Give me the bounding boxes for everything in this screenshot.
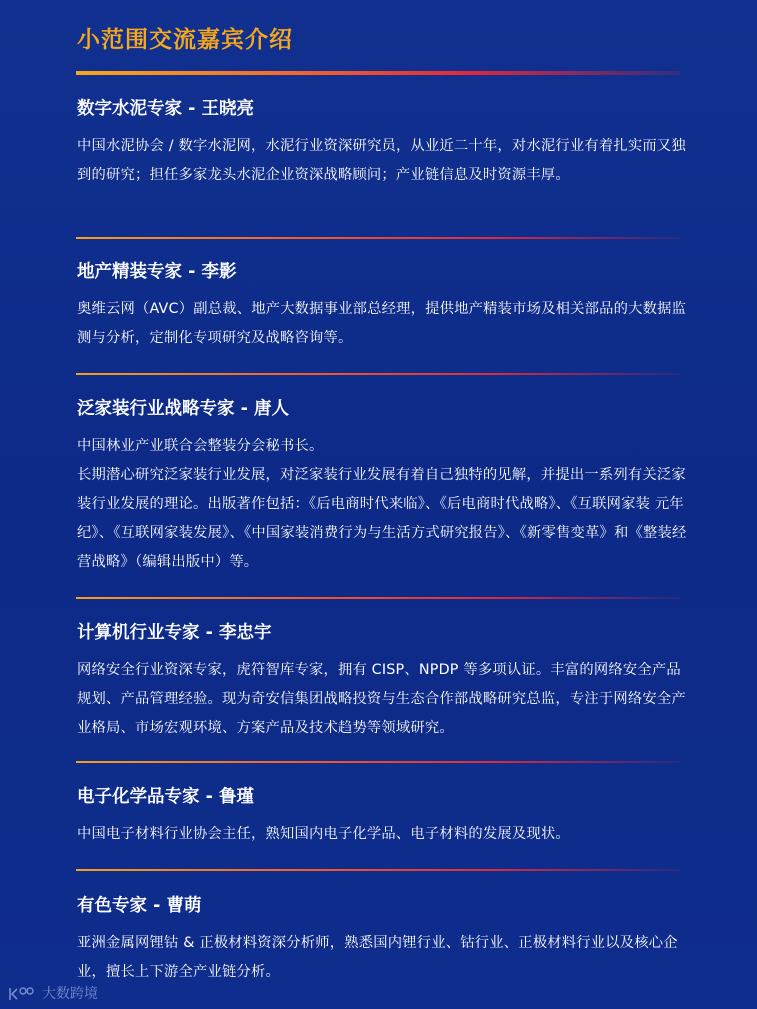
guest-paragraph: 奥维云网（AVC）副总裁、地产大数据事业部总经理，提供地产精装市场及相关部品的大数据监测与分析，定制化专项研究及战略咨询等。: [77, 301, 687, 346]
guest-description: [77, 929, 687, 987]
section-divider: [76, 237, 680, 239]
guest-section-electronic-chemicals: [77, 784, 687, 849]
guest-heading: 地产精装专家 - 李影: [77, 262, 237, 282]
guest-heading: 数字水泥专家 - 王晓亮: [77, 99, 254, 119]
guest-section-nonferrous: [77, 893, 687, 987]
guest-heading: 电子化学品专家 - 鲁瑾: [77, 787, 254, 807]
guest-description: [77, 295, 687, 353]
guest-description: [77, 132, 687, 190]
guest-description: [77, 820, 687, 849]
guest-paragraph: 亚洲金属网锂钴 & 正极材料资深分析师，熟悉国内锂行业、钴行业、正极材料行业以及核心企业，擅长上下游全产业链分析。: [77, 935, 678, 980]
watermark: [8, 984, 98, 1004]
guest-paragraph: 网络安全行业资深专家，虎符智库专家，拥有 CISP、NPDP 等多项认证。丰富的网络安全产品规划、产品管理经验。现为奇安信集团战略投资与生态合作部战略研究总监，专注于网络安全产业格局、市场宏观环境、方案产品及技术趋势等领域研究。: [77, 662, 686, 736]
section-divider: [76, 761, 680, 763]
guest-section-real-estate: [77, 259, 687, 353]
guest-description: [77, 432, 687, 577]
guest-paragraph: 中国电子材料行业协会主任，熟知国内电子化学品、电子材料的发展及现状。: [77, 826, 570, 842]
watermark-text: 大数跨境: [42, 986, 98, 1002]
page-title: 小范围交流嘉宾介绍: [77, 27, 293, 53]
section-divider: [76, 373, 680, 375]
title-underline: [76, 71, 680, 75]
section-divider: [76, 869, 680, 871]
guest-paragraph: 中国水泥协会 / 数字水泥网，水泥行业资深研究员，从业近二十年，对水泥行业有着扎实而又独到的研究；担任多家龙头水泥企业资深战略顾问；产业链信息及时资源丰厚。: [77, 138, 686, 183]
guest-section-cement: [77, 96, 687, 190]
k100-logo-icon: [8, 986, 36, 1002]
guest-section-computer: [77, 620, 687, 743]
guest-section-home-decoration: [77, 396, 687, 577]
guest-paragraph: 中国林业产业联合会整装分会秘书长。: [77, 438, 324, 454]
guest-heading: 计算机行业专家 - 李忠宇: [77, 623, 272, 643]
section-divider: [76, 597, 680, 599]
guest-heading: 泛家装行业战略专家 - 唐人: [77, 399, 289, 419]
guest-heading: 有色专家 - 曹萌: [77, 896, 202, 916]
guest-paragraph: 长期潜心研究泛家装行业发展，对泛家装行业发展有着自己独特的见解，并提出一系列有关泛家装行业发展的理论。出版著作包括：《后电商时代来临》、《后电商时代战略》、《互联网家装 元年纪》、《互联网家装发展》、《中国家装消费行为与生活方式研究报告》、《新零售变革》和《整装经营战略》（编辑出版中）等。: [77, 467, 687, 570]
guest-description: [77, 656, 687, 743]
